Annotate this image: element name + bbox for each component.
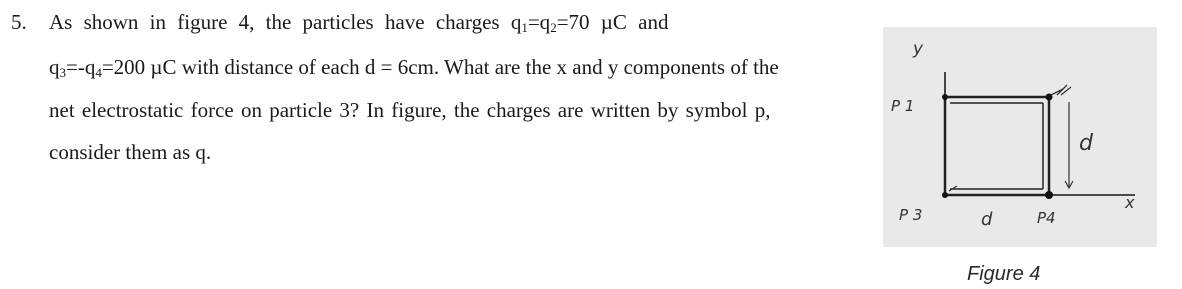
p2-scribble — [1051, 85, 1071, 95]
problem-line-2: $q_3=-q_4=200$ µC with distance of each d = 6cm. What are the x and y components of the — [49, 55, 779, 80]
particle-4-dot — [1045, 191, 1053, 199]
figure-caption: Figure 4 — [967, 263, 1041, 285]
p3-label: P 3 — [899, 206, 923, 224]
figure-4-photo — [883, 27, 1157, 247]
p4-label: P4 — [1037, 209, 1056, 227]
square-outline — [945, 97, 1049, 195]
p1-label: P 1 — [891, 97, 915, 115]
x-axis-label: x — [1125, 193, 1135, 212]
d-right-label: d — [1079, 131, 1093, 156]
problem-text — [0, 0, 880, 180]
figure-drawing — [883, 27, 1157, 247]
particle-1-dot — [942, 94, 948, 100]
problem-line-3: net electrostatic force on particle 3? In figure, the charges are written by symbol p, — [49, 98, 771, 122]
y-axis-label: y — [913, 39, 924, 59]
problem-number: 5. — [11, 10, 27, 34]
particle-3-dot — [942, 192, 948, 198]
problem-line-4: consider them as q. — [49, 140, 212, 164]
d-bottom-label: d — [981, 209, 993, 230]
problem-line-1: As shown in figure 4, the particles have charges $q_1=q_2=70$ µC and — [49, 10, 669, 35]
